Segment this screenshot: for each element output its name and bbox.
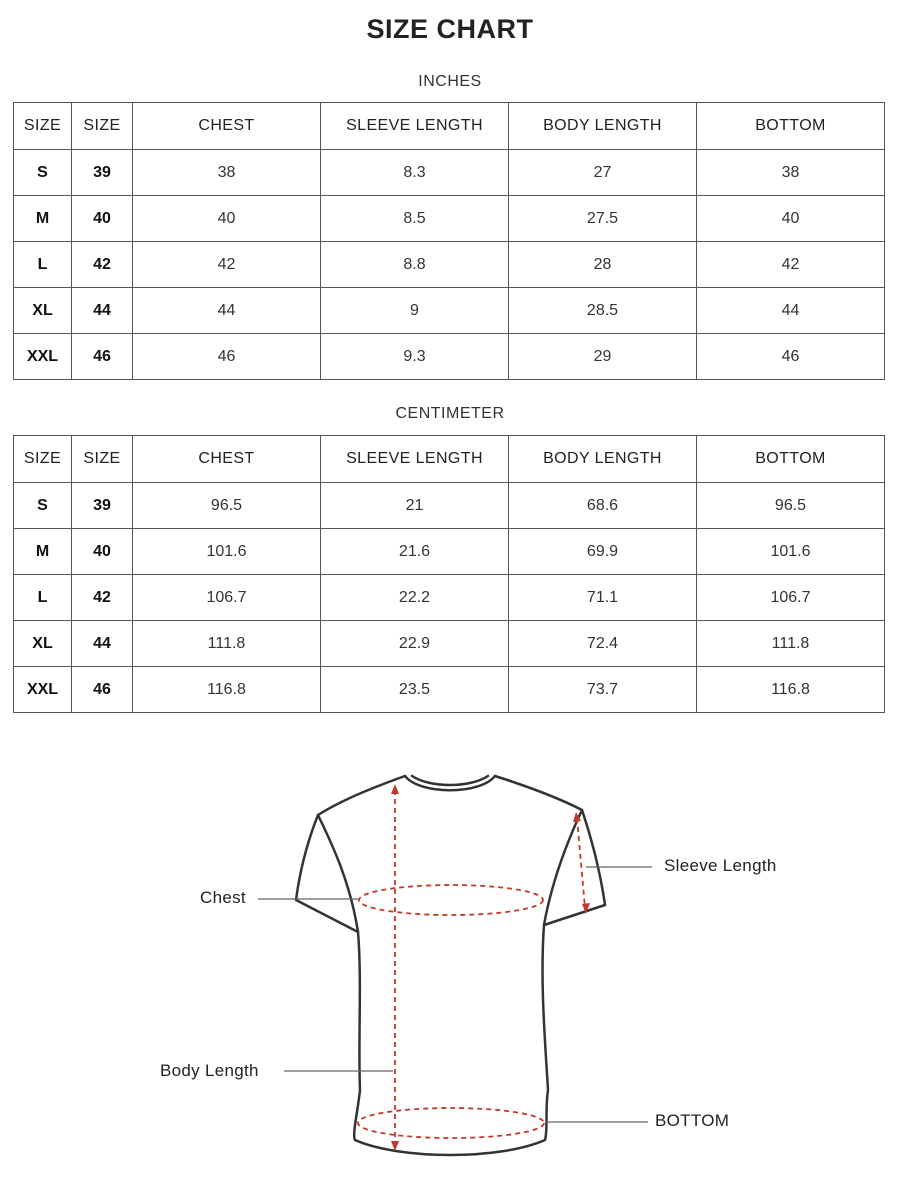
size-number-cell: 44 (72, 288, 133, 334)
column-header: SIZE (14, 436, 72, 483)
measurement-cell: 28 (509, 242, 697, 288)
measurement-cell: 8.3 (321, 150, 509, 196)
size-number-cell: 42 (72, 242, 133, 288)
size-letter-cell: S (14, 483, 72, 529)
measurement-cell: 23.5 (321, 667, 509, 713)
size-number-cell: 46 (72, 667, 133, 713)
measurement-cell: 28.5 (509, 288, 697, 334)
inches-size-table (13, 102, 885, 380)
chest-measure-ellipse (359, 885, 543, 915)
measurement-cell: 8.8 (321, 242, 509, 288)
measurement-cell: 101.6 (133, 529, 321, 575)
size-number-cell: 46 (72, 334, 133, 380)
body-length-arrow-top (391, 784, 399, 794)
size-letter-cell: L (14, 242, 72, 288)
size-letter-cell: XXL (14, 334, 72, 380)
size-number-cell: 39 (72, 150, 133, 196)
measurement-cell: 44 (133, 288, 321, 334)
size-number-cell: 40 (72, 529, 133, 575)
measurement-cell: 111.8 (133, 621, 321, 667)
measurement-cell: 27 (509, 150, 697, 196)
chest-callout: Chest (200, 888, 246, 907)
size-letter-cell: L (14, 575, 72, 621)
measurement-cell: 9.3 (321, 334, 509, 380)
column-header: SLEEVE LENGTH (321, 103, 509, 150)
measurement-cell: 101.6 (697, 529, 885, 575)
measurement-cell: 73.7 (509, 667, 697, 713)
centimeter-label: CENTIMETER (395, 405, 505, 422)
size-letter-cell: XL (14, 621, 72, 667)
measurement-cell: 42 (697, 242, 885, 288)
column-header: SIZE (72, 436, 133, 483)
right-sleeve-seam (544, 810, 582, 925)
tshirt-measurement-diagram (0, 740, 900, 1200)
size-letter-cell: XXL (14, 667, 72, 713)
size-number-cell: 44 (72, 621, 133, 667)
column-header: BOTTOM (697, 103, 885, 150)
size-number-cell: 39 (72, 483, 133, 529)
size-letter-cell: S (14, 150, 72, 196)
measurement-cell: 22.9 (321, 621, 509, 667)
table-row (14, 529, 885, 575)
size-letter-cell: M (14, 529, 72, 575)
measurement-cell: 44 (697, 288, 885, 334)
measurement-cell: 72.4 (509, 621, 697, 667)
measurement-cell: 38 (697, 150, 885, 196)
inches-label: INCHES (418, 73, 482, 90)
bottom-measure-ellipse (358, 1108, 544, 1138)
page-title: SIZE CHART (366, 14, 534, 44)
measurement-cell: 106.7 (697, 575, 885, 621)
table-header-row (14, 436, 885, 483)
size-number-cell: 40 (72, 196, 133, 242)
measurement-cell: 27.5 (509, 196, 697, 242)
table-row (14, 334, 885, 380)
table-row (14, 621, 885, 667)
measurement-cell: 96.5 (133, 483, 321, 529)
tshirt-illustration (0, 740, 900, 1200)
size-letter-cell: XL (14, 288, 72, 334)
body-length-callout: Body Length (160, 1061, 259, 1080)
measurement-cell: 42 (133, 242, 321, 288)
measurement-cell: 29 (509, 334, 697, 380)
column-header: SLEEVE LENGTH (321, 436, 509, 483)
measurement-cell: 69.9 (509, 529, 697, 575)
measurement-cell: 46 (133, 334, 321, 380)
table-row (14, 667, 885, 713)
measurement-cell: 9 (321, 288, 509, 334)
measurement-cell: 40 (133, 196, 321, 242)
column-header: SIZE (72, 103, 133, 150)
bottom-callout: BOTTOM (655, 1111, 730, 1130)
measurement-cell: 21 (321, 483, 509, 529)
column-header: SIZE (14, 103, 72, 150)
table-row (14, 196, 885, 242)
measurement-cell: 46 (697, 334, 885, 380)
shirt-body-outline (296, 776, 605, 1155)
measurement-cell: 116.8 (133, 667, 321, 713)
measurement-cell: 106.7 (133, 575, 321, 621)
measurement-cell: 71.1 (509, 575, 697, 621)
shirt-collar (405, 776, 495, 790)
table-header-row (14, 103, 885, 150)
size-letter-cell: M (14, 196, 72, 242)
measurement-cell: 8.5 (321, 196, 509, 242)
table-row (14, 242, 885, 288)
column-header: BODY LENGTH (509, 436, 697, 483)
shirt-collar-inner (412, 776, 488, 785)
size-number-cell: 42 (72, 575, 133, 621)
column-header: CHEST (133, 436, 321, 483)
column-header: BOTTOM (697, 436, 885, 483)
sleeve-length-callout: Sleeve Length (664, 856, 777, 875)
measurement-cell: 96.5 (697, 483, 885, 529)
table-row (14, 150, 885, 196)
measurement-cell: 21.6 (321, 529, 509, 575)
measurement-cell: 111.8 (697, 621, 885, 667)
table-row (14, 575, 885, 621)
centimeter-size-table (13, 435, 885, 713)
table-row (14, 288, 885, 334)
column-header: BODY LENGTH (509, 103, 697, 150)
measurement-cell: 116.8 (697, 667, 885, 713)
measurement-cell: 38 (133, 150, 321, 196)
column-header: CHEST (133, 103, 321, 150)
measurement-cell: 68.6 (509, 483, 697, 529)
measurement-cell: 40 (697, 196, 885, 242)
measurement-cell: 22.2 (321, 575, 509, 621)
table-row (14, 483, 885, 529)
sleeve-length-line (577, 818, 585, 908)
